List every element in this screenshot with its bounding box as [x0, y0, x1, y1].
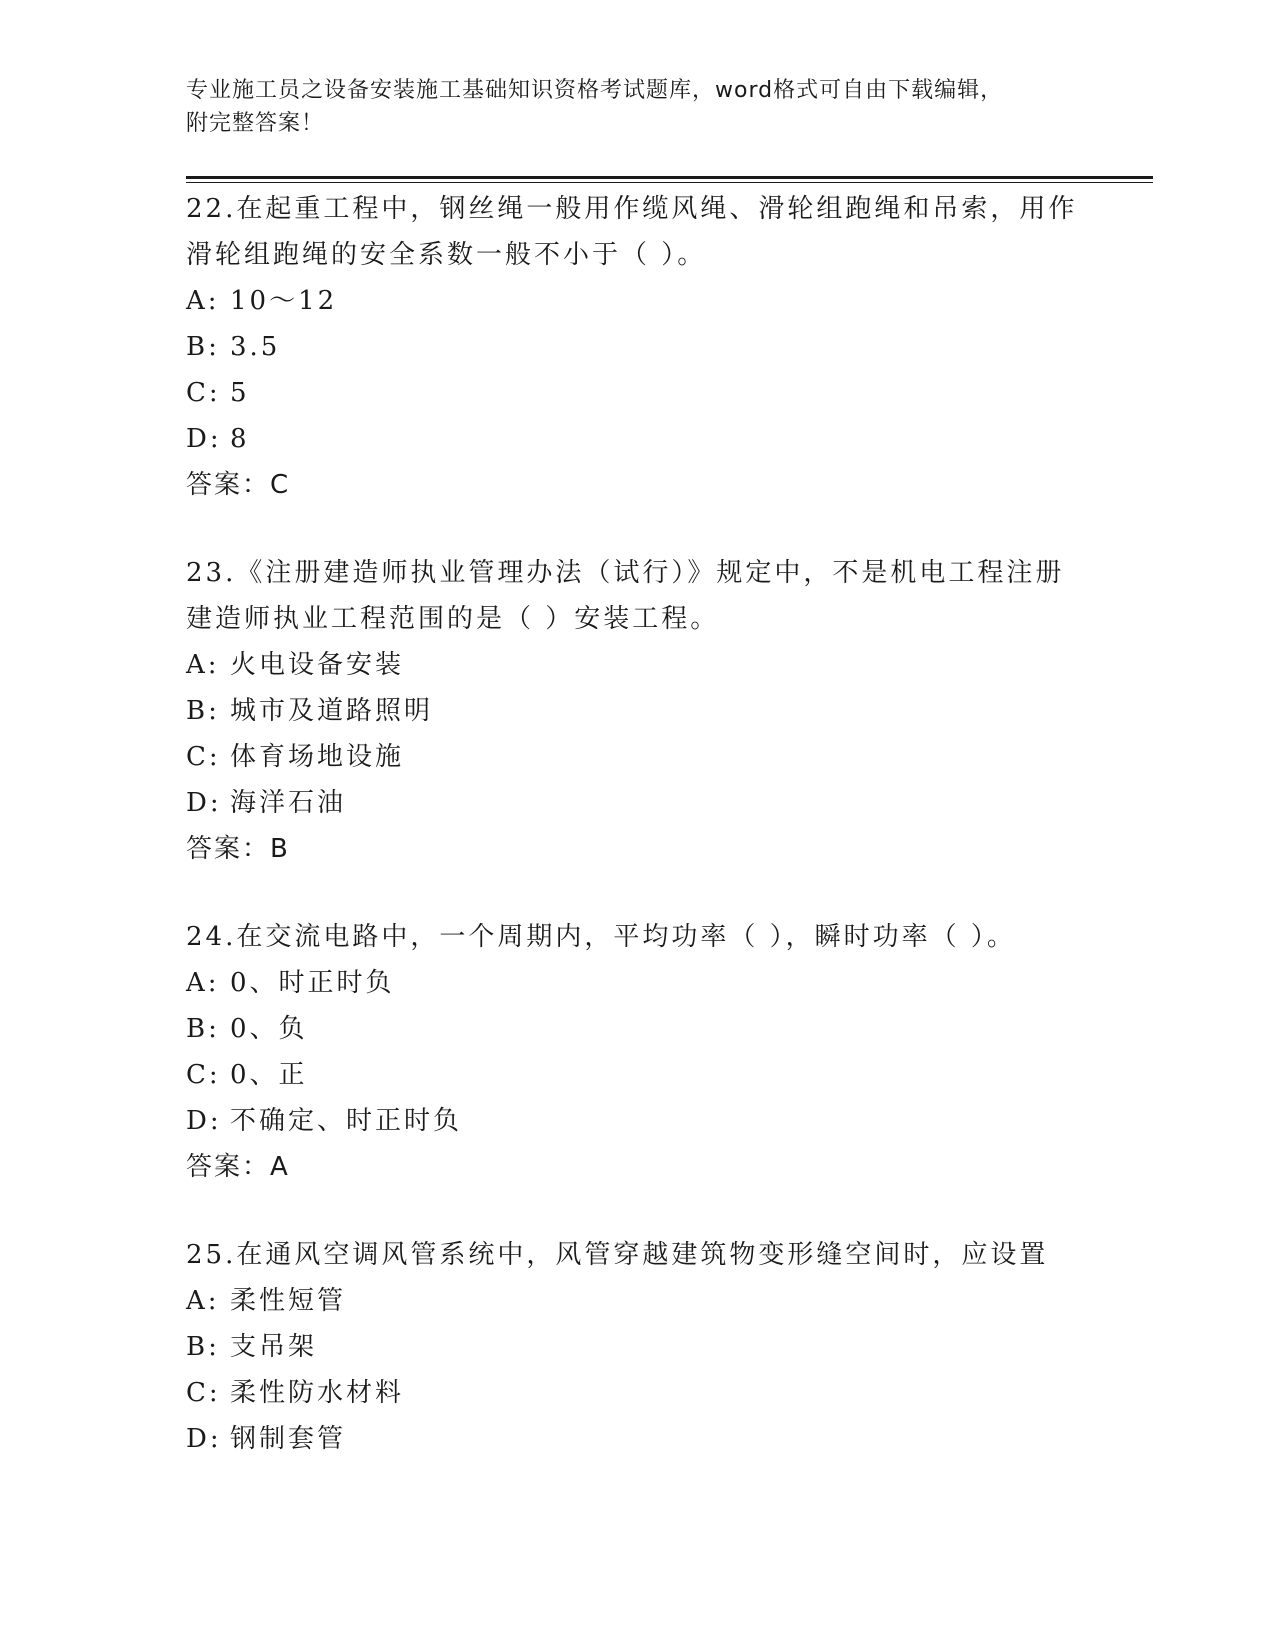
- question-stem-line-1: 24.在交流电路中，一个周期内，平均功率（ ），瞬时功率（ ）。: [186, 922, 1016, 952]
- option-c: [186, 370, 1086, 416]
- option-letter: D:: [186, 1424, 222, 1454]
- option-text: 海洋石油: [230, 788, 347, 818]
- option-letter: B:: [186, 696, 220, 726]
- option-letter: C:: [186, 1378, 221, 1408]
- option-text: 0、正: [230, 1060, 308, 1090]
- option-letter: A:: [186, 286, 220, 316]
- option-c: [186, 734, 1086, 780]
- option-text: 城市及道路照明: [230, 696, 434, 726]
- option-text: 柔性防水材料: [230, 1378, 405, 1408]
- option-letter: A:: [186, 1286, 220, 1316]
- option-b: [186, 324, 1086, 370]
- option-letter: D:: [186, 788, 222, 818]
- option-letter: B:: [186, 1014, 220, 1044]
- header-line-2: 附完整答案！: [186, 111, 325, 136]
- option-b: [186, 688, 1086, 734]
- option-a: [186, 278, 1086, 324]
- option-d: [186, 1416, 1086, 1462]
- question-24: [186, 914, 1086, 1190]
- question-stem-line-1: 23.《注册建造师执业管理办法（试行）》规定中，不是机电工程注册: [186, 558, 1065, 588]
- option-a: [186, 960, 1086, 1006]
- question-22: [186, 186, 1086, 508]
- question-stem-line-1: 22.在起重工程中，钢丝绳一般用作缆风绳、滑轮组跑绳和吊索，用作: [186, 194, 1078, 224]
- option-letter: A:: [186, 968, 220, 998]
- option-text: 0、负: [230, 1014, 308, 1044]
- option-text: 3.5: [230, 332, 281, 362]
- document-header: [186, 74, 1086, 140]
- answer-label: 答案：C: [186, 470, 291, 500]
- option-d: [186, 780, 1086, 826]
- option-text: 体育场地设施: [230, 742, 405, 772]
- option-letter: B:: [186, 1332, 220, 1362]
- option-letter: C:: [186, 742, 221, 772]
- header-rule-thick: [186, 176, 1153, 179]
- question-stem-line-2: 建造师执业工程范围的是（ ）安装工程。: [186, 604, 720, 634]
- option-text: 柔性短管: [230, 1286, 347, 1316]
- option-text: 5: [230, 378, 250, 408]
- answer-label: 答案：A: [186, 1152, 290, 1182]
- option-letter: C:: [186, 378, 221, 408]
- option-letter: D:: [186, 1106, 222, 1136]
- question-stem-line-1: 25.在通风空调风管系统中，风管穿越建筑物变形缝空间时，应设置: [186, 1240, 1049, 1270]
- option-letter: B:: [186, 332, 220, 362]
- option-letter: A:: [186, 650, 220, 680]
- option-text: 8: [230, 424, 250, 454]
- option-c: [186, 1052, 1086, 1098]
- header-line-1: 专业施工员之设备安装施工基础知识资格考试题库，word格式可自由下载编辑，: [186, 78, 1004, 103]
- option-c: [186, 1370, 1086, 1416]
- answer-label: 答案：B: [186, 834, 290, 864]
- option-text: 0、时正时负: [230, 968, 395, 998]
- option-d: [186, 1098, 1086, 1144]
- option-text: 支吊架: [230, 1332, 318, 1362]
- option-d: [186, 416, 1086, 462]
- option-a: [186, 1278, 1086, 1324]
- option-a: [186, 642, 1086, 688]
- option-text: 钢制套管: [230, 1424, 347, 1454]
- option-text: 10～12: [230, 286, 338, 316]
- question-23: [186, 550, 1086, 872]
- option-letter: C:: [186, 1060, 221, 1090]
- header-rule-thin: [186, 182, 1153, 183]
- option-letter: D:: [186, 424, 222, 454]
- option-b: [186, 1006, 1086, 1052]
- question-25: [186, 1232, 1086, 1462]
- option-text: 不确定、时正时负: [230, 1106, 463, 1136]
- option-b: [186, 1324, 1086, 1370]
- question-stem-line-2: 滑轮组跑绳的安全系数一般不小于（ ）。: [186, 240, 707, 270]
- option-text: 火电设备安装: [230, 650, 405, 680]
